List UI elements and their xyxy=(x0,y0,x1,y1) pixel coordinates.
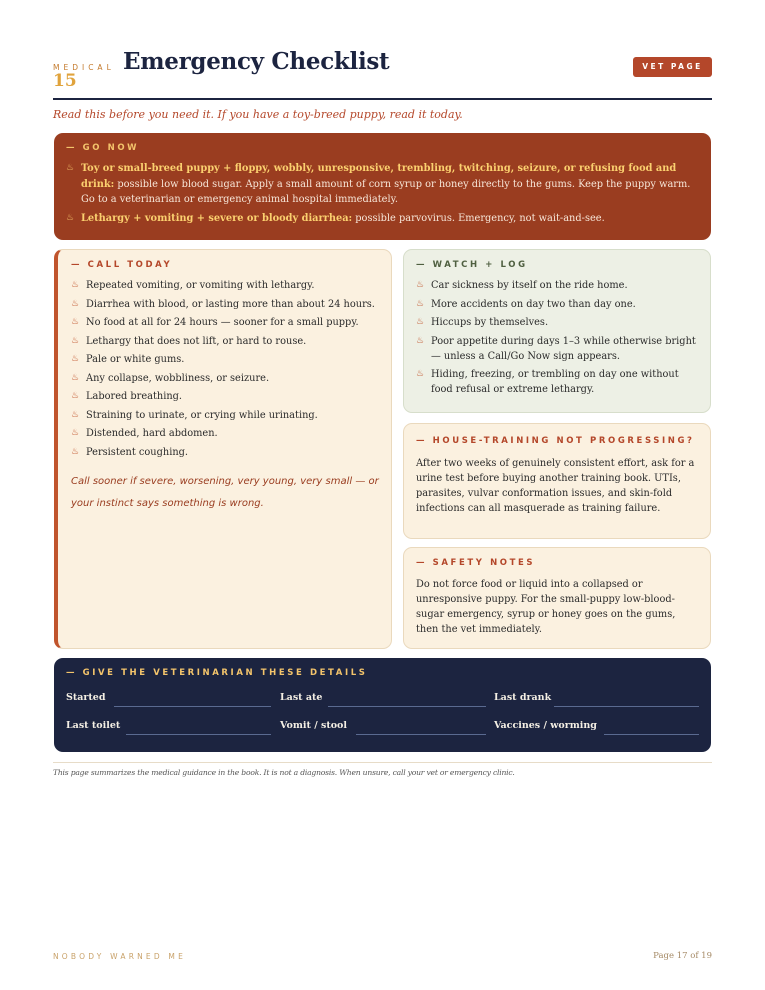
write-in-line[interactable] xyxy=(554,706,699,707)
field-label: Last drank xyxy=(494,692,552,703)
list-item xyxy=(71,297,379,312)
paw-icon: ♨ xyxy=(416,317,425,327)
list-item xyxy=(416,297,698,312)
paw-icon: ♨ xyxy=(66,212,75,223)
write-in-line[interactable] xyxy=(604,734,699,735)
paw-icon: ♨ xyxy=(416,369,425,379)
list-item-text: No food at all for 24 hours — sooner for a small puppy. xyxy=(86,317,359,328)
paw-icon: ♨ xyxy=(71,354,80,364)
list-item-text: Diarrhea with blood, or lasting more than about 24 hours. xyxy=(86,298,375,310)
list-item xyxy=(71,352,379,367)
paw-icon: ♨ xyxy=(66,163,75,173)
paw-icon: ♨ xyxy=(71,409,80,420)
list-item xyxy=(416,367,698,397)
field-label: Started xyxy=(66,692,106,703)
go-now-item-bold: Toy or small-breed puppy + floppy, wobbly, unresponsive, trembling, twitching, seizure, or refusing food and drink: xyxy=(81,163,677,190)
paw-icon: ♨ xyxy=(71,391,80,401)
write-in-line[interactable] xyxy=(114,706,271,707)
list-item-text: Straining to urinate, or crying while urinating. xyxy=(86,409,318,421)
page-title: Emergency Checklist xyxy=(123,48,390,75)
watch-log-panel xyxy=(403,249,711,413)
call-today-panel xyxy=(54,249,392,649)
section-number: 15 xyxy=(53,71,77,91)
list-item xyxy=(71,389,379,404)
vet-page-badge: VET PAGE xyxy=(633,57,712,77)
house-training-text: After two weeks of genuinely consistent effort, ask for a urine test before buying another training book. UTIs, parasites, vulvar conformation issues, and skin-fold infections can all masquerade as training failure. xyxy=(416,458,695,514)
divider xyxy=(53,762,712,763)
list-item-text: Distended, hard abdomen. xyxy=(86,428,218,439)
page-header xyxy=(53,48,712,100)
list-item-text: Lethargy that does not lift, or hard to rouse. xyxy=(86,335,307,347)
list-item xyxy=(66,211,699,227)
go-now-item-bold: Lethargy + vomiting + severe or bloody diarrhea: xyxy=(81,212,353,224)
house-training-panel xyxy=(403,423,711,539)
field-label: Last toilet xyxy=(66,720,121,731)
list-item-text: Hiccups by themselves. xyxy=(431,317,549,328)
call-today-heading: — CALL TODAY xyxy=(71,260,173,270)
list-item-text: Persistent coughing. xyxy=(86,446,189,458)
call-today-note: Call sooner if severe, worsening, very young, very small — or your instinct says something is wrong. xyxy=(71,475,379,509)
last-drank-field xyxy=(494,692,699,712)
paw-icon: ♨ xyxy=(71,446,80,457)
list-item-text: More accidents on day two than day one. xyxy=(431,298,636,310)
list-item xyxy=(416,315,698,330)
list-item-text: Car sickness by itself on the ride home. xyxy=(431,280,628,291)
safety-notes-text: Do not force food or liquid into a collapsed or unresponsive puppy. For the small-puppy low-blood-sugar emergency, syrup or honey goes on the gums, then the vet immediately. xyxy=(416,579,676,635)
write-in-line[interactable] xyxy=(126,734,271,735)
list-item-text: Hiding, freezing, or trembling on day one without food refusal or extreme lethargy. xyxy=(431,369,679,395)
paw-icon: ♨ xyxy=(71,372,80,383)
write-in-line[interactable] xyxy=(328,706,486,707)
disclaimer: This page summarizes the medical guidance in the book. It is not a diagnosis. When unsure, call your vet or emergency clinic. xyxy=(53,768,515,777)
field-label: Vomit / stool xyxy=(280,720,347,731)
last-toilet-field xyxy=(66,720,271,740)
list-item xyxy=(71,445,379,460)
list-item xyxy=(71,426,379,441)
paw-icon: ♨ xyxy=(71,335,80,346)
field-label: Vaccines / worming xyxy=(494,720,597,731)
list-item xyxy=(71,371,379,386)
go-now-heading: — GO NOW xyxy=(66,143,140,153)
go-now-item-text: possible parvovirus. Emergency, not wait-and-see. xyxy=(352,212,605,224)
list-item xyxy=(416,334,698,364)
write-in-line[interactable] xyxy=(356,734,486,735)
paw-icon: ♨ xyxy=(71,280,80,290)
list-item-text: Repeated vomiting, or vomiting with lethargy. xyxy=(86,280,315,291)
vaccines-worming-field xyxy=(494,720,699,740)
list-item xyxy=(416,278,698,293)
watch-log-list xyxy=(416,278,698,397)
list-item-text: Poor appetite during days 1–3 while otherwise bright — unless a Call/Go Now sign appears. xyxy=(431,335,696,362)
paw-icon: ♨ xyxy=(416,335,425,346)
field-label: Last ate xyxy=(280,692,323,703)
vomit-stool-field xyxy=(280,720,486,740)
list-item xyxy=(71,408,379,423)
paw-icon: ♨ xyxy=(71,298,80,309)
paw-icon: ♨ xyxy=(71,428,80,438)
house-training-heading: — HOUSE-TRAINING NOT PROGRESSING? xyxy=(416,436,695,446)
last-ate-field xyxy=(280,692,486,712)
go-now-list xyxy=(66,161,699,226)
vet-details-heading: — GIVE THE VETERINARIAN THESE DETAILS xyxy=(66,668,368,678)
list-item-text: Labored breathing. xyxy=(86,391,183,402)
safety-notes-heading: — SAFETY NOTES xyxy=(416,558,536,568)
list-item xyxy=(71,334,379,349)
vet-details-panel xyxy=(54,658,711,752)
go-now-item-text: possible low blood sugar. Apply a small amount of corn syrup or honey directly to the gums. Keep the puppy warm. Go to a veterinarian or emergency animal hospital immediately. xyxy=(81,178,691,205)
section-label: MEDICAL xyxy=(53,63,115,72)
paw-icon: ♨ xyxy=(416,280,425,290)
vet-details-fields xyxy=(66,692,699,752)
call-today-list xyxy=(71,278,379,460)
list-item xyxy=(71,278,379,293)
list-item-text: Any collapse, wobbliness, or seizure. xyxy=(86,372,270,384)
paw-icon: ♨ xyxy=(71,317,80,327)
go-now-panel xyxy=(54,133,711,240)
footer-page-number: Page 17 of 19 xyxy=(653,951,712,961)
list-item-text: Pale or white gums. xyxy=(86,354,185,365)
list-item xyxy=(66,161,699,208)
footer-book-title: NOBODY WARNED ME xyxy=(53,952,187,961)
watch-log-heading: — WATCH + LOG xyxy=(416,260,528,270)
started-field xyxy=(66,692,271,712)
safety-notes-panel xyxy=(403,547,711,649)
intro-text: Read this before you need it. If you have a toy-breed puppy, read it today. xyxy=(53,108,463,121)
paw-icon: ♨ xyxy=(416,298,425,309)
list-item xyxy=(71,315,379,330)
